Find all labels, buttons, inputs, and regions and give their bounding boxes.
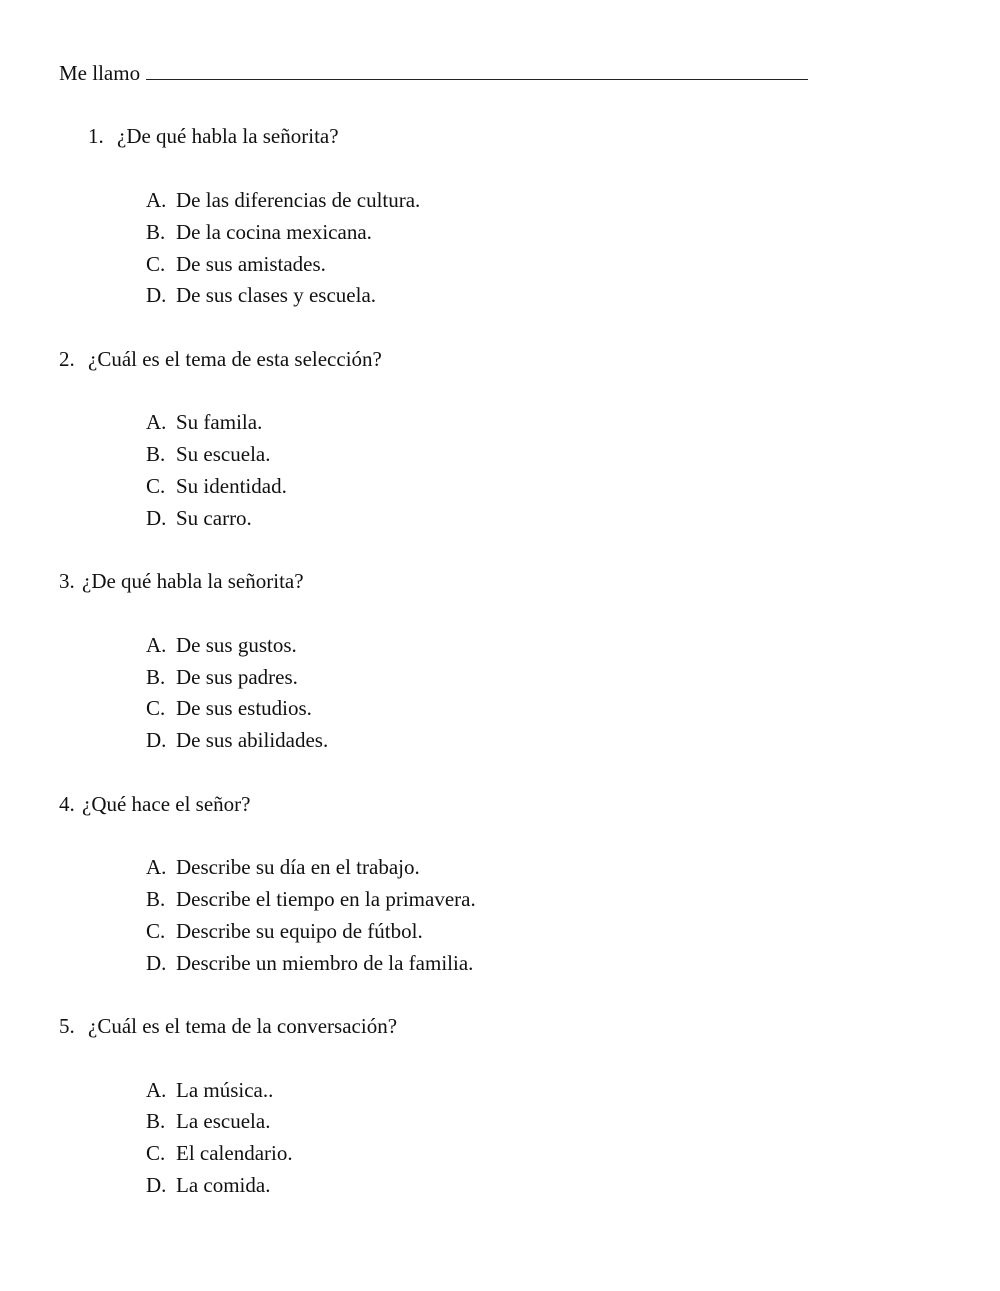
option-letter: D. (146, 951, 167, 975)
question-text: ¿Qué hace el señor? (82, 792, 251, 816)
option-text: Describe un miembro de la familia. (176, 951, 474, 975)
question-text: ¿Cuál es el tema de esta selección? (88, 347, 382, 371)
question-number: 2. (59, 347, 75, 371)
option-5c[interactable] (146, 1143, 293, 1164)
option-letter: D. (146, 506, 167, 530)
option-letter: A. (146, 855, 167, 879)
option-letter: C. (146, 1141, 166, 1165)
option-3c[interactable] (146, 698, 312, 719)
option-5a[interactable] (146, 1080, 273, 1101)
option-text: El calendario. (176, 1141, 293, 1165)
question-5 (59, 1016, 397, 1037)
option-text: Su carro. (176, 506, 252, 530)
option-letter: B. (146, 1109, 166, 1133)
option-letter: B. (146, 442, 166, 466)
option-text: Su escuela. (176, 442, 271, 466)
option-text: Describe su día en el trabajo. (176, 855, 420, 879)
option-letter: B. (146, 220, 166, 244)
option-text: Describe su equipo de fútbol. (176, 919, 423, 943)
name-label: Me llamo (59, 61, 141, 85)
option-4a[interactable] (146, 857, 420, 878)
option-2c[interactable] (146, 476, 287, 497)
option-letter: A. (146, 188, 167, 212)
option-letter: C. (146, 252, 166, 276)
question-number: 5. (59, 1014, 75, 1038)
option-letter: C. (146, 696, 166, 720)
option-2b[interactable] (146, 444, 270, 465)
option-2a[interactable] (146, 412, 262, 433)
option-text: De las diferencias de cultura. (176, 188, 421, 212)
question-number: 3. (59, 569, 75, 593)
name-line (59, 62, 808, 84)
question-number: 1. (88, 124, 104, 148)
option-text: La música.. (176, 1078, 274, 1102)
option-text: Su identidad. (176, 474, 287, 498)
option-1a[interactable] (146, 190, 420, 211)
option-4b[interactable] (146, 889, 476, 910)
option-5d[interactable] (146, 1175, 270, 1196)
option-4c[interactable] (146, 921, 423, 942)
question-text: ¿De qué habla la señorita? (82, 569, 304, 593)
option-text: La comida. (176, 1173, 271, 1197)
option-4d[interactable] (146, 953, 473, 974)
option-letter: C. (146, 474, 166, 498)
option-letter: A. (146, 1078, 167, 1102)
option-letter: B. (146, 887, 166, 911)
option-2d[interactable] (146, 508, 252, 529)
option-text: De sus amistades. (176, 252, 326, 276)
option-3a[interactable] (146, 635, 297, 656)
option-letter: D. (146, 283, 167, 307)
option-text: De sus estudios. (176, 696, 312, 720)
option-letter: A. (146, 410, 167, 434)
option-1c[interactable] (146, 254, 326, 275)
option-text: De sus abilidades. (176, 728, 329, 752)
question-1 (88, 126, 339, 147)
option-text: De sus gustos. (176, 633, 297, 657)
option-3d[interactable] (146, 730, 328, 751)
option-5b[interactable] (146, 1111, 270, 1132)
option-text: De sus clases y escuela. (176, 283, 377, 307)
option-letter: D. (146, 728, 167, 752)
question-text: ¿Cuál es el tema de la conversación? (88, 1014, 398, 1038)
option-text: De sus padres. (176, 665, 298, 689)
option-letter: A. (146, 633, 167, 657)
question-2 (59, 349, 382, 370)
option-letter: B. (146, 665, 166, 689)
option-text: Su famila. (176, 410, 263, 434)
option-letter: D. (146, 1173, 167, 1197)
option-1b[interactable] (146, 222, 372, 243)
question-4 (59, 794, 250, 815)
question-text: ¿De qué habla la señorita? (117, 124, 339, 148)
option-text: De la cocina mexicana. (176, 220, 372, 244)
question-3 (59, 571, 304, 592)
option-3b[interactable] (146, 667, 298, 688)
option-letter: C. (146, 919, 166, 943)
name-blank[interactable] (146, 62, 808, 80)
option-text: La escuela. (176, 1109, 271, 1133)
option-text: Describe el tiempo en la primavera. (176, 887, 476, 911)
option-1d[interactable] (146, 285, 376, 306)
question-number: 4. (59, 792, 75, 816)
